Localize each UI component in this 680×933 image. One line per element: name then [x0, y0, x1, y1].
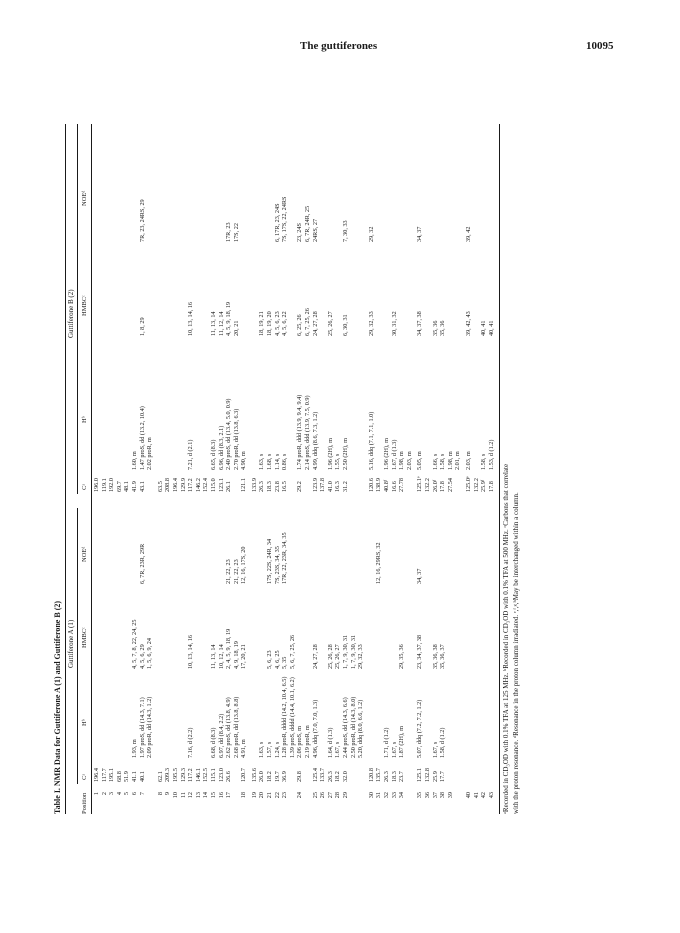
noe-b-cell: 24RS, 27 [311, 218, 319, 242]
h-shift-b-cell: 2.01, m [454, 451, 462, 470]
c-shift-b-cell: 196.0 [93, 478, 100, 492]
h-shift-a-cell: 1.67, s [431, 741, 439, 758]
c-shift-b-cell: 26.1 [225, 481, 233, 492]
h-shift-a-cell: 1.87 (2H), m [398, 726, 406, 758]
c-shift-a-cell: 26.3 [382, 771, 390, 782]
h-shift-b-cell: 7.21, d (2.1) [187, 439, 195, 470]
position-cell: 2 [100, 792, 108, 796]
h-shift-b-cell: 6.96, dd (8.3, 2.1) [217, 425, 225, 470]
c-shift-a-cell: 62.1 [156, 771, 164, 782]
noe-b-cell: 29, 32 [367, 226, 375, 242]
h-shift-b-cell: 1.47 proS, dd (13.2, 10.4) [138, 406, 146, 470]
h-shift-b-cell: 2.03, m [464, 451, 472, 470]
position-cell: 7 [138, 792, 146, 796]
position-cell: 1 [93, 792, 100, 796]
h-shift-a-cell: 2.06 proS, m [296, 726, 304, 758]
hmbc-a-cell: 1, 5, 6, 9, 24 [146, 638, 154, 669]
h-shift-a-cell: 2.09 proR, dd (14.3, 1.2) [146, 696, 154, 758]
c-shift-a-cell: 32.0 [342, 771, 349, 782]
position-cell: 28 [334, 792, 342, 799]
h-shift-a-cell: 4.96, ddq (7.0, 7.0, 1.3) [311, 699, 319, 758]
c-shift-a-cell: 132.8 [423, 768, 431, 782]
position-cell: 43 [487, 792, 495, 799]
position-cell: 41 [472, 792, 480, 799]
h-shift-b-cell: 1.66, s [431, 453, 439, 470]
c-shift-b-cell: 69.7 [115, 481, 123, 492]
h-shift-a-cell: 6.97, dd (8.4, 2.2) [217, 713, 225, 758]
c-shift-a-cell: 25.9 [431, 771, 439, 782]
c-shift-a-cell: 18.3 [390, 771, 398, 782]
h-shift-b-cell: 2.03, m [405, 451, 413, 470]
position-cell: 16 [217, 792, 225, 799]
c-shift-b-cell: 152.4 [202, 478, 210, 492]
c-shift-b-cell: 119.1 [100, 478, 108, 492]
h-shift-b-cell: 2.70 proR, dd (13.8, 6.3) [232, 408, 240, 470]
table-row [109, 124, 117, 814]
hmbc-b-cell: 4, 5, 6, 23 [273, 311, 281, 336]
hmbc-a-cell: 29, 32, 33 [357, 644, 365, 669]
c-shift-b-cell: 31.2 [342, 481, 349, 492]
position-cell: 15 [209, 792, 217, 799]
position-cell: 39 [446, 792, 454, 799]
c-shift-a-cell: 19.7 [273, 771, 281, 782]
c-shift-a-cell: 18.2 [266, 771, 274, 782]
hmbc-a-cell: 25, 26, 27 [334, 644, 342, 669]
noe-b-cell: 7R, 23, 24RS, 29 [138, 199, 146, 242]
h-shift-b-cell: 1.96 (2H), m [382, 438, 390, 470]
c-shift-a-cell: 196.4 [93, 768, 100, 782]
c-shift-a-cell: 123.0 [217, 768, 225, 782]
table-row [489, 124, 497, 814]
c-shift-b-cell: 192.0 [108, 478, 116, 492]
table-row [369, 124, 377, 814]
table-row [313, 124, 321, 814]
table-row [188, 124, 196, 814]
c-shift-a-cell: 26.6 [225, 771, 233, 782]
hmbc-b-cell: 4, 5, 9, 18, 19 [225, 301, 233, 336]
hmbc-a-cell: 4, 5, 6, 29 [138, 644, 146, 669]
c-shift-a-cell: 133.7 [319, 768, 327, 782]
c-shift-b-cell: 27.78 [398, 478, 406, 492]
page-number: 10095 [586, 40, 614, 52]
c-shift-b-cell: 40.8ᶠ [382, 479, 390, 492]
position-cell: 6 [130, 792, 138, 796]
header-bottom-rule [91, 124, 92, 814]
c-shift-b-cell: 17.8 [439, 481, 447, 492]
position-cell: 37 [431, 792, 439, 799]
c-shift-a-cell: 129.3 [179, 768, 187, 782]
noe-b-cell: 17R, 23 [225, 222, 233, 242]
noe-a-cell: 21, 22, 23 [232, 559, 240, 584]
table-row [455, 124, 463, 814]
h-shift-b-cell: 1.55, s [334, 453, 342, 470]
table-row [417, 124, 425, 814]
position-cell: 10 [171, 792, 179, 799]
c-shift-a-cell: 17.7 [439, 771, 447, 782]
group-header-b: Guttiferone B (2) [67, 289, 75, 338]
h-shift-a-cell: 2.62 proS, dd (13.8, 4.9) [225, 697, 233, 758]
c-shift-a-cell: 152.5 [202, 768, 210, 782]
c-shift-a-cell: 29.8 [296, 771, 304, 782]
col-header-hmbc-b: HMBCᶜ [81, 295, 88, 316]
c-shift-a-cell: 26.3 [326, 771, 334, 782]
group-rule-b [77, 124, 78, 494]
table-row [407, 124, 415, 814]
running-title: The guttiferones [300, 40, 378, 52]
c-shift-a-cell: 23.7 [398, 771, 406, 782]
table-title: Table I. NMR Data for Guttiferone A (1) and Guttiferone B (2) [53, 600, 62, 814]
noe-b-cell: 39, 42 [464, 226, 472, 242]
hmbc-a-cell: 29, 35, 36 [398, 644, 406, 669]
hmbc-b-cell: 25, 26, 27 [326, 311, 334, 336]
h-shift-a-cell: 2.19 proR, m [304, 725, 312, 758]
c-shift-b-cell: 129.9 [179, 478, 187, 492]
table-row [165, 124, 173, 814]
h-shift-b-cell: 2.14 proS, ddd (13.9, 7.5, 0.9) [304, 395, 312, 470]
c-shift-b-cell: 138.9 [375, 478, 383, 492]
hmbc-b-cell: 11, 12, 14 [217, 311, 225, 336]
h-shift-b-cell: 2.02 proR, m [146, 437, 154, 470]
h-shift-b-cell: 4.90, m [240, 451, 248, 470]
h-shift-b-cell: 1.98, m [398, 451, 406, 470]
c-shift-b-cell: 133.9 [250, 478, 258, 492]
table-row [173, 124, 181, 814]
noe-b-cell: 7S, 17S, 22, 24RS [281, 196, 289, 242]
position-cell: 3 [108, 792, 116, 796]
noe-a-cell: 21, 22, 23 [225, 559, 233, 584]
noe-b-cell: 6, 7R, 24R, 25 [304, 205, 312, 242]
hmbc-a-cell: 5, 6, 23 [266, 650, 274, 669]
c-shift-b-cell: 17.8 [487, 481, 495, 492]
h-shift-b-cell: 1.96 (2H), m [326, 438, 334, 470]
hmbc-a-cell: 10, 12, 14 [217, 644, 225, 669]
h-shift-a-cell: 2.50 proR, dd (14.3, 8.0) [349, 696, 357, 758]
c-shift-b-cell: 196.4 [171, 478, 179, 492]
c-shift-b-cell: 16.5 [281, 481, 289, 492]
position-cell: 22 [273, 792, 281, 799]
position-cell: 32 [382, 792, 390, 799]
table-row [147, 124, 155, 814]
h-shift-b-cell: 5.16, ddq (7.1, 7.1, 1.0) [367, 411, 375, 470]
hmbc-a-cell: 1, 7, 9, 30, 31 [349, 634, 357, 669]
c-shift-a-cell: 51.9 [123, 771, 131, 782]
hmbc-b-cell: 30, 31, 32 [390, 311, 398, 336]
c-shift-b-cell: 27.54 [446, 478, 454, 492]
h-shift-b-cell: 1.60, m [130, 451, 138, 470]
c-shift-a-cell: 26.0 [258, 771, 266, 782]
h-shift-a-cell: 1.67, s [390, 741, 398, 758]
hmbc-b-cell: 18, 19, 21 [258, 311, 266, 336]
noe-b-cell: 7, 30, 33 [342, 220, 349, 242]
position-cell: 18 [240, 792, 248, 799]
hmbc-a-cell: 4, 6, 25 [273, 650, 281, 669]
hmbc-b-cell: 40, 41 [480, 320, 488, 336]
c-shift-a-cell: 40.1 [138, 771, 146, 782]
noe-b-cell: 6, 17R, 23, 24S [273, 203, 281, 242]
h-shift-a-cell: 5.20, ddq (8.0, 6.6, 1.2) [357, 699, 365, 758]
c-shift-a-cell: 195.5 [171, 768, 179, 782]
hmbc-a-cell: 5, 35 [281, 656, 289, 669]
h-shift-b-cell: 0.86, s [281, 453, 289, 470]
c-shift-b-cell: 29.2 [296, 481, 304, 492]
c-shift-b-cell: 123.9 [311, 478, 319, 492]
table-row [102, 124, 110, 814]
h-shift-a-cell: 1.67, s [334, 741, 342, 758]
h-shift-a-cell: 1.97 proS, dd (14.3, 7.1) [138, 697, 146, 758]
h-shift-b-cell: 1.67, d (1.3) [390, 439, 398, 470]
col-header-h-b: Hᵇ [81, 416, 88, 423]
c-shift-a-cell: 146.1 [194, 768, 202, 782]
noe-b-cell: 17S, 22 [232, 223, 240, 242]
c-shift-a-cell: 68.8 [115, 771, 123, 782]
h-shift-b-cell: 6.65, d (8.3) [209, 439, 217, 470]
position-cell: 17 [225, 792, 233, 799]
h-shift-a-cell: 1.39 proS, dddd (14.4, 10.1, 6.2) [288, 677, 296, 758]
h-shift-a-cell: 4.91, m [240, 739, 248, 758]
c-shift-b-cell: 123.1 [217, 478, 225, 492]
h-shift-b-cell: 1.53, d (1.2) [487, 439, 495, 470]
hmbc-b-cell: 6, 25, 26 [296, 314, 304, 336]
noe-b-cell: 34, 37 [416, 226, 424, 242]
hmbc-a-cell: 35, 36, 38 [431, 644, 439, 669]
footnote-line-2: with the proton resonance. ᵈResonance in the proton column irradiated. ᵉ,ᶠ,ᵍ,ʰMay be interchanged within a column. [512, 492, 520, 814]
h-shift-b-cell: 2.50 (2H), m [342, 438, 349, 470]
h-shift-a-cell: 6.68, d (8.3) [209, 727, 217, 758]
position-cell: 8 [156, 792, 164, 796]
table-body [94, 124, 496, 814]
position-cell: 21 [266, 792, 274, 799]
group-rule-a [77, 508, 78, 784]
col-header-hmbc-a: HMBCᶜ [81, 627, 88, 648]
hmbc-b-cell: 18, 19, 20 [266, 311, 274, 336]
position-cell: 35 [416, 792, 424, 799]
table-row [94, 124, 102, 814]
c-shift-b-cell: 25.9ᶠ [480, 479, 488, 492]
hmbc-a-cell: 1, 7, 9, 30, 31 [342, 634, 349, 669]
hmbc-a-cell: 35, 36, 37 [439, 644, 447, 669]
h-shift-b-cell: 1.58, s [480, 453, 488, 470]
position-cell: 40 [464, 792, 472, 799]
c-shift-b-cell: 41.0 [326, 481, 334, 492]
position-cell: 4 [115, 792, 123, 796]
table-row [196, 124, 204, 814]
c-shift-b-cell: 125.0ᵉ [464, 476, 472, 492]
c-shift-b-cell: 132.2 [423, 478, 431, 492]
hmbc-b-cell: 20, 21 [232, 320, 240, 336]
position-cell: 20 [258, 792, 266, 799]
hmbc-a-cell: 5, 6, 7, 25, 26 [288, 634, 296, 669]
hmbc-a-cell: 17, 20, 21 [240, 644, 248, 669]
c-shift-b-cell: 16.6 [390, 481, 398, 492]
hmbc-b-cell: 4, 5, 6, 22 [281, 311, 289, 336]
col-header-noe-a: NOEᵈ [81, 546, 88, 562]
noe-a-cell: 6, 7R, 23R, 29R [138, 543, 146, 584]
table-row [466, 124, 474, 814]
hmbc-b-cell: 6, 7, 25, 26 [304, 308, 312, 336]
hmbc-b-cell: 39, 42, 43 [464, 311, 472, 336]
c-shift-b-cell: 121.1 [240, 478, 248, 492]
h-shift-a-cell: 1.58, d (1.2) [439, 727, 447, 758]
h-shift-b-cell: 1.14, s [273, 453, 281, 470]
c-shift-a-cell: 195.1 [108, 768, 116, 782]
hmbc-a-cell: 2, 4, 5, 9, 18, 19 [225, 628, 233, 669]
c-shift-b-cell: 26.3 [258, 481, 266, 492]
h-shift-a-cell: 1.57, s [266, 741, 274, 758]
table-bottom-rule [499, 124, 500, 814]
position-cell: 5 [123, 792, 131, 796]
position-cell: 30 [367, 792, 375, 799]
col-header-noe-b: NOEᵈ [81, 190, 88, 206]
c-shift-b-cell: 43.1 [138, 481, 146, 492]
h-shift-a-cell: 7.16, d (2.2) [187, 727, 195, 758]
hmbc-b-cell: 34, 37, 38 [416, 311, 424, 336]
position-cell: 33 [390, 792, 398, 799]
hmbc-a-cell: 23, 34, 37, 38 [416, 634, 424, 669]
hmbc-a-cell: 4, 9, 18, 19 [232, 641, 240, 669]
h-shift-a-cell: 1.64, d (1.3) [326, 727, 334, 758]
h-shift-a-cell: 1.93, m [130, 739, 138, 758]
nmr-table [54, 102, 632, 818]
c-shift-b-cell: 132.2 [472, 478, 480, 492]
c-shift-b-cell: 63.5 [156, 481, 164, 492]
h-shift-b-cell: 1.74 proR, ddd (13.9, 9.4, 9.4) [296, 394, 304, 470]
c-shift-a-cell: 125.4 [311, 768, 319, 782]
hmbc-b-cell: 35, 36 [431, 320, 439, 336]
h-shift-a-cell: 2.44 proS, dd (14.3, 6.6) [342, 697, 349, 758]
hmbc-a-cell: 4, 5, 7, 8, 22, 24, 25 [130, 619, 138, 669]
c-shift-a-cell: 117.7 [100, 768, 108, 782]
c-shift-b-cell: 115.0 [209, 478, 217, 492]
position-cell: 36 [423, 792, 431, 799]
noe-a-cell: 12, 16, 17S, 20 [240, 546, 248, 584]
h-shift-a-cell: 1.63, s [258, 741, 266, 758]
hmbc-a-cell: 25, 26, 28 [326, 644, 334, 669]
c-shift-b-cell: 117.2 [187, 478, 195, 492]
h-shift-b-cell: 4.99, ddq (8.6, 7.3, 1.2) [311, 411, 319, 470]
c-shift-b-cell: 18.3 [266, 481, 274, 492]
position-cell: 13 [194, 792, 202, 799]
hmbc-b-cell: 24, 27, 28 [311, 311, 319, 336]
h-shift-a-cell: 2.68 proR, dd (13.8, 8.8) [232, 696, 240, 758]
col-header-position: Position [81, 792, 88, 814]
position-cell: 38 [439, 792, 447, 799]
h-shift-b-cell: 1.63, s [258, 453, 266, 470]
hmbc-a-cell: 11, 13, 14 [209, 644, 217, 669]
group-header-a: Guttiferone A (1) [67, 619, 75, 668]
c-shift-a-cell: 135.6 [250, 768, 258, 782]
noe-b-cell: 23, 24S [296, 223, 304, 242]
hmbc-b-cell: 35, 36 [439, 320, 447, 336]
h-shift-b-cell: 2.40 proS, dd (13.4, 5.0, 0.9) [225, 398, 233, 470]
c-shift-a-cell: 41.1 [130, 771, 138, 782]
position-cell: 12 [187, 792, 195, 799]
hmbc-a-cell: 24, 27, 28 [311, 644, 319, 669]
col-header-h-a: Hᵇ [81, 719, 88, 726]
footnote-line-1: ᵃRecorded in CD₃OD with 0.1% TFA at 125 MHz. ᵇRecorded in CD₃OD with 0.1% TFA at 500 MHz. ᶜCarbons that correlate [502, 463, 510, 814]
c-shift-a-cell: 120.7 [240, 768, 248, 782]
c-shift-a-cell: 117.2 [187, 768, 195, 782]
table-row [117, 124, 125, 814]
position-cell: 27 [326, 792, 334, 799]
h-shift-a-cell: 1.71, d (1.2) [382, 727, 390, 758]
hmbc-b-cell: 1, 8, 29 [138, 317, 146, 336]
hmbc-b-cell: 10, 13, 14, 16 [187, 301, 195, 336]
c-shift-b-cell: 208.8 [164, 478, 172, 492]
position-cell: 29 [342, 792, 349, 799]
position-cell: 24 [296, 792, 304, 799]
c-shift-b-cell: 125.1ᵉ [416, 476, 424, 492]
h-shift-b-cell: 1.98, m [446, 451, 454, 470]
c-shift-a-cell: 135.7 [375, 768, 383, 782]
position-cell: 14 [202, 792, 210, 799]
c-shift-b-cell: 146.2 [194, 478, 202, 492]
table-top-rule [65, 124, 66, 814]
hmbc-b-cell: 29, 32, 33 [367, 311, 375, 336]
position-cell: 31 [375, 792, 383, 799]
position-cell: 9 [164, 792, 172, 796]
c-shift-b-cell: 137.8 [319, 478, 327, 492]
c-shift-b-cell: 16.3 [334, 481, 342, 492]
c-shift-a-cell: 209.3 [164, 768, 172, 782]
hmbc-b-cell: 11, 13, 14 [209, 311, 217, 336]
noe-a-cell: 7S, 23S, 34, 35 [273, 546, 281, 584]
c-shift-a-cell: 125.1 [416, 768, 424, 782]
position-cell: 25 [311, 792, 319, 799]
c-shift-b-cell: 41.9 [130, 481, 138, 492]
h-shift-a-cell: 5.07, ddq (7.2, 7.2, 1.2) [416, 699, 424, 758]
hmbc-a-cell: 10, 13, 14, 16 [187, 634, 195, 669]
position-cell: 34 [398, 792, 406, 799]
col-header-c-b: Cᵃ [81, 483, 88, 490]
table-row [241, 124, 249, 814]
col-header-c-a: Cᵃ [81, 773, 88, 780]
noe-a-cell: 12, 16, 29RS, 32 [375, 542, 383, 584]
h-shift-b-cell: 5.05, m [416, 451, 424, 470]
table-row [158, 124, 166, 814]
table-row [358, 124, 366, 814]
position-cell: 11 [179, 792, 187, 798]
c-shift-b-cell: 26.0ᶠ [431, 479, 439, 492]
c-shift-a-cell: 120.8 [367, 768, 375, 782]
c-shift-a-cell: 18.2 [334, 771, 342, 782]
hmbc-b-cell: 6, 30, 31 [342, 314, 349, 336]
h-shift-b-cell: 1.68, s [266, 453, 274, 470]
h-shift-b-cell: 1.58, s [439, 453, 447, 470]
noe-a-cell: 17S, 22S, 24R, 34 [266, 538, 274, 584]
hmbc-b-cell: 40, 41 [487, 320, 495, 336]
h-shift-a-cell: 1.28 proR, dddd (14.2, 10.4, 6.5) [281, 676, 289, 758]
c-shift-b-cell: 120.6 [367, 478, 375, 492]
c-shift-a-cell: 115.1 [209, 768, 217, 782]
c-shift-a-cell: 36.9 [281, 771, 289, 782]
position-cell: 26 [319, 792, 327, 799]
position-cell: 42 [480, 792, 488, 799]
h-shift-a-cell: 1.24, s [273, 741, 281, 758]
position-cell: 23 [281, 792, 289, 799]
c-shift-b-cell: 23.8 [273, 481, 281, 492]
noe-a-cell: 34, 37 [416, 568, 424, 584]
position-cell: 19 [250, 792, 258, 799]
c-shift-b-cell: 48.1 [123, 481, 131, 492]
noe-a-cell: 17R, 22, 23R, 34, 35 [281, 532, 289, 584]
